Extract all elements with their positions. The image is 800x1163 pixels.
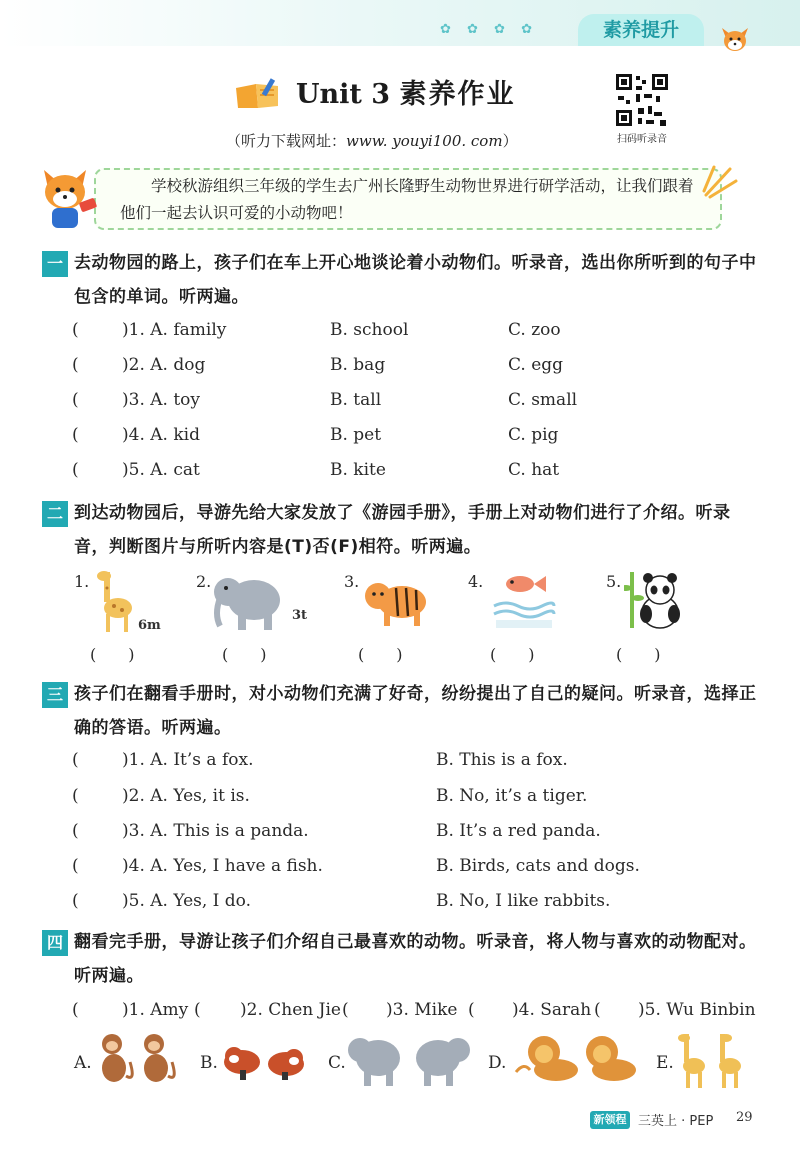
answer-paren[interactable]: ( xyxy=(72,320,79,340)
option-c: C. egg xyxy=(508,355,564,375)
option-a: )5. A. Yes, I do. xyxy=(122,891,252,911)
s3-item-2 xyxy=(72,786,772,812)
section-4-label: 四 xyxy=(42,930,68,956)
option-a: )4. A. Yes, I have a fish. xyxy=(122,856,323,876)
answer-paren[interactable]: ( xyxy=(594,1000,601,1020)
answer-paren[interactable]: ( xyxy=(72,891,79,911)
option-b: B. bag xyxy=(330,355,386,375)
option-c: C. zoo xyxy=(508,320,561,340)
answer-paren[interactable]: ( xyxy=(72,856,79,876)
url-suffix: ） xyxy=(502,132,518,150)
answer-paren[interactable]: ( xyxy=(72,786,79,806)
monkey-icon xyxy=(96,1032,186,1088)
picture-number: 5. xyxy=(606,572,622,591)
section-4-instruction: 翻看完手册，导游让孩子们介绍自己最喜欢的动物。听录音，将人物与喜欢的动物配对。听两遍。 xyxy=(74,932,757,986)
giraffe-icon xyxy=(94,568,138,634)
book-pencil-icon xyxy=(234,78,282,110)
section-3-instruction: 孩子们在翻看手册时，对小动物们充满了好奇，纷纷提出了自己的疑问。听录音，选择正确的答语。听两遍。 xyxy=(74,684,757,738)
person-wu-binbin: )5. Wu Binbin xyxy=(638,1000,756,1020)
person-chen-jie: )2. Chen Jie xyxy=(240,1000,341,1020)
intro-text: 学校秋游组织三年级的学生去广州长隆野生动物世界进行研学活动，让我们跟着他们一起去认识可爱的小动物吧！ xyxy=(120,177,694,222)
option-c: C. small xyxy=(508,390,578,410)
option-b: B. school xyxy=(330,320,409,340)
section-2-label: 二 xyxy=(42,501,68,527)
option-b: B. tall xyxy=(330,390,382,410)
download-url xyxy=(226,130,518,151)
answer-paren[interactable]: ( xyxy=(72,460,79,480)
qr-code-icon[interactable] xyxy=(614,72,670,128)
option-b: B. kite xyxy=(330,460,386,480)
lion-pair-icon xyxy=(510,1032,640,1088)
option-a: )5. A. cat xyxy=(122,460,200,480)
answer-paren[interactable]: ( xyxy=(194,1000,201,1020)
elephant-weight: 3t xyxy=(292,608,308,623)
option-a: )4. A. kid xyxy=(122,425,200,445)
answer-paren[interactable]: ( xyxy=(72,355,79,375)
option-letter: C. xyxy=(328,1053,346,1073)
elephant-pair-icon xyxy=(348,1032,472,1088)
option-letter: B. xyxy=(200,1053,218,1073)
answer-paren[interactable]: ( xyxy=(468,1000,475,1020)
qr-label: 扫码听录音 xyxy=(617,134,667,145)
s1-item-4 xyxy=(72,425,772,451)
picture-number: 4. xyxy=(468,572,484,591)
person-amy: )1. Amy xyxy=(122,1000,189,1020)
panda-icon xyxy=(624,568,686,634)
picture-number: 3. xyxy=(344,572,360,591)
answer-paren[interactable]: ( ) xyxy=(90,645,135,664)
elephant-icon xyxy=(208,570,288,632)
option-b: B. It’s a red panda. xyxy=(436,821,601,841)
answer-paren[interactable]: ( ) xyxy=(490,645,535,664)
top-banner xyxy=(0,0,800,46)
answer-paren[interactable]: ( xyxy=(72,750,79,770)
option-a: )2. A. dog xyxy=(122,355,206,375)
person-mike: )3. Mike xyxy=(386,1000,458,1020)
url-prefix: （听力下载网址： xyxy=(226,132,347,150)
publisher-badge: 新领程 xyxy=(590,1111,630,1129)
s3-item-3 xyxy=(72,821,772,847)
s3-item-4 xyxy=(72,856,772,882)
option-a: )1. A. family xyxy=(122,320,227,340)
title-cn: 素养作业 xyxy=(399,79,516,110)
tiger-icon xyxy=(362,572,430,630)
answer-paren[interactable]: ( ) xyxy=(222,645,267,664)
paw-prints-icon: ✿ ✿ ✿ ✿ xyxy=(440,22,538,37)
option-a: )3. A. This is a panda. xyxy=(122,821,309,841)
option-b: B. Birds, cats and dogs. xyxy=(436,856,640,876)
s3-item-5 xyxy=(72,891,772,917)
answer-paren[interactable]: ( xyxy=(72,1000,79,1020)
answer-paren[interactable]: ( ) xyxy=(616,645,661,664)
s3-item-1 xyxy=(72,750,772,776)
answer-paren[interactable]: ( xyxy=(72,390,79,410)
answer-paren[interactable]: ( xyxy=(72,821,79,841)
fish-icon xyxy=(490,570,556,630)
option-b: B. pet xyxy=(330,425,382,445)
s1-item-1 xyxy=(72,320,772,346)
option-letter: D. xyxy=(488,1053,507,1073)
picture-number: 1. xyxy=(74,572,90,591)
s1-item-3 xyxy=(72,390,772,416)
answer-paren[interactable]: ( ) xyxy=(358,645,403,664)
option-a: )3. A. toy xyxy=(122,390,201,410)
section-1-label: 一 xyxy=(42,251,68,277)
red-panda-icon xyxy=(220,1040,312,1082)
fox-mascot-icon xyxy=(718,24,752,54)
picture-number: 2. xyxy=(196,572,212,591)
giraffe-pair-icon xyxy=(676,1030,746,1090)
fox-mascot-icon xyxy=(36,164,102,234)
section-tag: 素养提升 xyxy=(578,14,704,46)
person-sarah: )4. Sarah xyxy=(512,1000,592,1020)
page-number: 29 xyxy=(736,1110,753,1125)
option-a: )2. A. Yes, it is. xyxy=(122,786,250,806)
section-1-instruction: 去动物园的路上，孩子们在车上开心地谈论着小动物们。听录音，选出你所听到的句子中包含的单词。听两遍。 xyxy=(74,253,757,307)
section-3-label: 三 xyxy=(42,682,68,708)
giraffe-height: 6m xyxy=(138,618,161,633)
option-b: B. No, I like rabbits. xyxy=(436,891,611,911)
answer-paren[interactable]: ( xyxy=(342,1000,349,1020)
option-letter: A. xyxy=(74,1053,92,1073)
option-b: B. This is a fox. xyxy=(436,750,568,770)
option-b: B. No, it’s a tiger. xyxy=(436,786,588,806)
s1-item-2 xyxy=(72,355,772,381)
option-letter: E. xyxy=(656,1053,674,1073)
url-link[interactable]: www. youyi100. com xyxy=(346,132,503,150)
option-c: C. pig xyxy=(508,425,559,445)
footer-book-info: 三英上 · PEP xyxy=(638,1114,714,1129)
option-c: C. hat xyxy=(508,460,560,480)
title-unit: Unit 3 xyxy=(296,79,391,110)
s1-item-5 xyxy=(72,460,772,486)
option-a: )1. A. It’s a fox. xyxy=(122,750,254,770)
answer-paren[interactable]: ( xyxy=(72,425,79,445)
section-2-instruction: 到达动物园后，导游先给大家发放了《游园手册》，手册上对动物们进行了介绍。听录音，判断图片与所听内容是(T)否(F)相符。听两遍。 xyxy=(74,503,731,557)
s4-people-row xyxy=(72,1000,772,1026)
page-title xyxy=(296,72,516,111)
